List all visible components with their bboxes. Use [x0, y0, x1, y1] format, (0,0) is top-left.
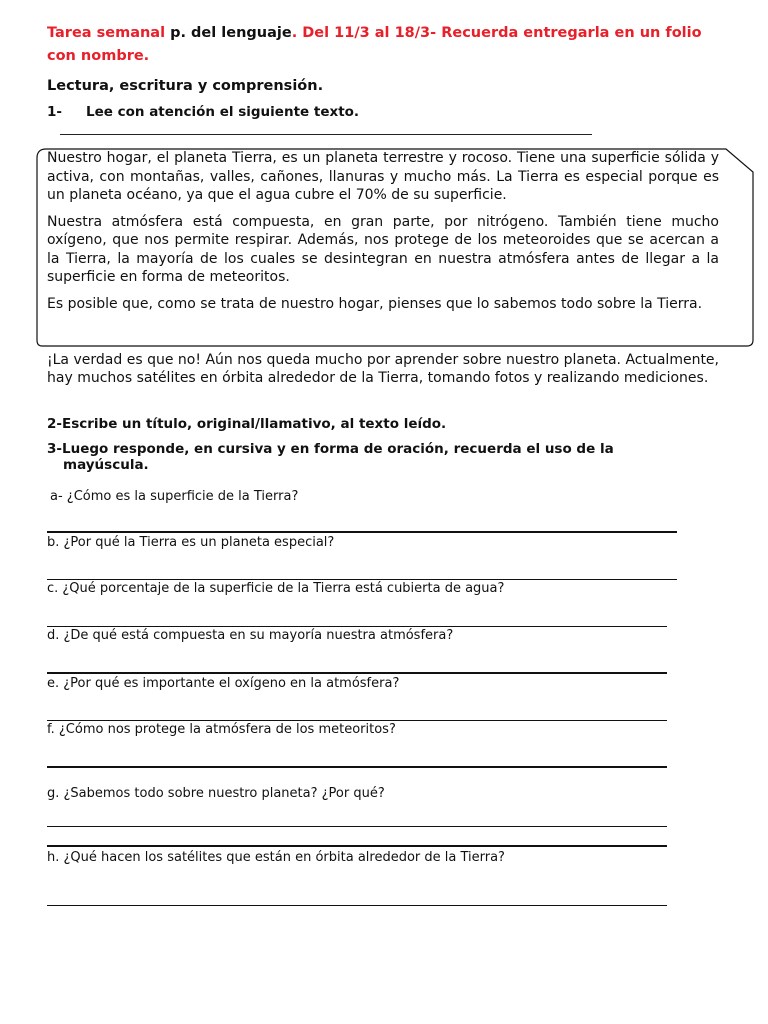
passage-paragraph-2: Nuestra atmósfera está compuesta, en gran parte, por nitrógeno. También tiene mucho oxígeno, que nos permite respirar. Además, nos protege de los meteoroides que se acercan a la Tierra, la mayoría de los cuales se desintegran en nuestra atmósfera antes de llegar a la superficie en forma de meteoritos. [47, 213, 719, 285]
answer-line-d[interactable] [47, 672, 667, 674]
question-a: a- ¿Cómo es la superficie de la Tierra? [50, 489, 299, 504]
section-title: Lectura, escritura y comprensión. [47, 78, 324, 94]
passage-paragraph-3: Es posible que, como se trata de nuestro hogar, pienses que lo sabemos todo sobre la Tierra. [47, 295, 703, 312]
instruction-1-text: Lee con atención el siguiente texto. [86, 104, 360, 120]
answer-line-a[interactable] [47, 531, 677, 533]
page-header [47, 22, 727, 68]
question-c: c. ¿Qué porcentaje de la superficie de la Tierra está cubierta de agua? [47, 581, 505, 596]
instruction-2: 2-Escribe un título, original/llamativo, al texto leído. [47, 416, 447, 432]
question-f: f. ¿Cómo nos protege la atmósfera de los meteoritos? [47, 722, 396, 737]
passage-paragraph-1: Nuestro hogar, el planeta Tierra, es un planeta terrestre y rocoso. Tiene una superficie sólida y activa, con montañas, valles, cañones, llanuras y mucho más. La Tierra es especial porque es un planeta océano, ya que el agua cubre el 70% de su superficie. [47, 150, 719, 203]
reading-passage [47, 149, 719, 313]
question-d: d. ¿De qué está compuesta en su mayoría nuestra atmósfera? [47, 628, 454, 643]
answer-line-e[interactable] [47, 720, 667, 721]
passage-paragraph-4: ¡La verdad es que no! Aún nos queda mucho por aprender sobre nuestro planeta. Actualmente, hay muchos satélites en órbita alrededor de la Tierra, tomando fotos y realizando mediciones. [47, 352, 719, 386]
question-b: b. ¿Por qué la Tierra es un planeta especial? [47, 535, 335, 550]
answer-line-c[interactable] [47, 626, 667, 627]
instruction-3-text: 3-Luego responde, en cursiva y en forma de oración, recuerda el uso de la [47, 441, 614, 457]
answer-line-g-2[interactable] [47, 845, 667, 847]
answer-line-h[interactable] [47, 905, 667, 906]
instruction-3-continued: mayúscula. [63, 457, 149, 473]
question-e: e. ¿Por qué es importante el oxígeno en la atmósfera? [47, 676, 400, 691]
question-g: g. ¿Sabemos todo sobre nuestro planeta? ¿Por qué? [47, 786, 385, 801]
header-subject: p. del lenguaje [165, 25, 292, 41]
answer-line-f[interactable] [47, 766, 667, 768]
question-h: h. ¿Qué hacen los satélites que están en órbita alrededor de la Tierra? [47, 850, 505, 865]
instruction-1-number: 1- [47, 104, 62, 120]
header-weekly-task: Tarea semanal [47, 25, 166, 41]
separator-line [60, 134, 592, 135]
instruction-3 [47, 441, 687, 473]
header-dates: . Del 11/3 al 18/3- Recuerda entregarla en un folio con nombre. [47, 25, 702, 64]
instruction-1 [47, 104, 359, 120]
answer-line-g[interactable] [47, 826, 667, 827]
answer-line-b[interactable] [47, 579, 677, 580]
